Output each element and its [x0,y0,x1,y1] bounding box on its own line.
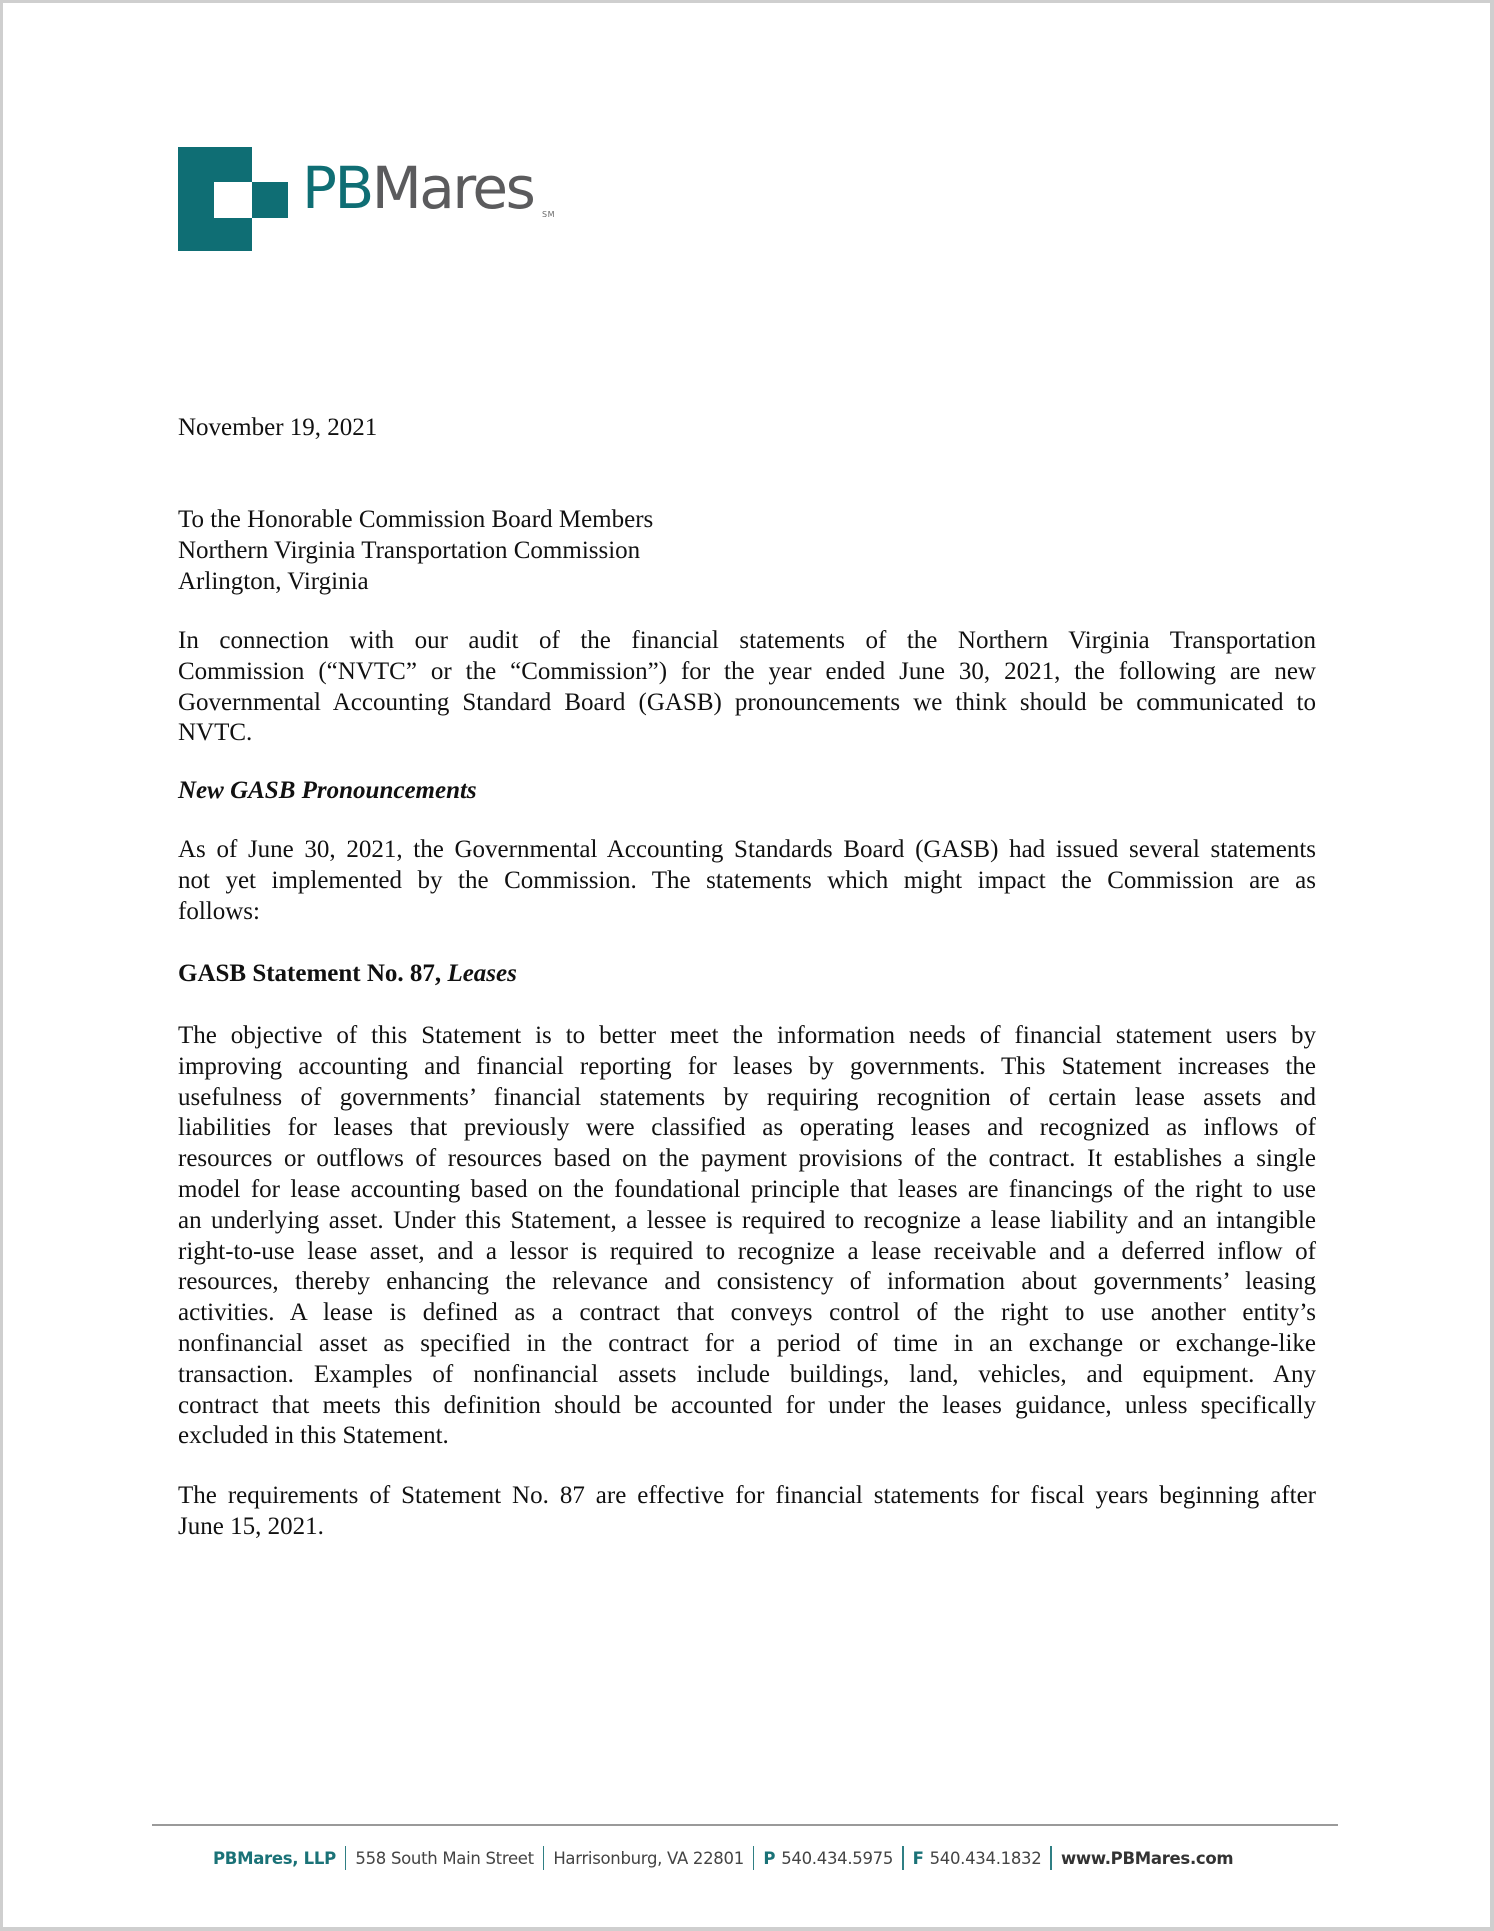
paragraph-line: contract that meets this definition should be accounted for under the leases guidance, unless specifically [178,1391,1316,1419]
footer-website-link[interactable]: www.PBMares.com [1060,1848,1234,1868]
paragraph-line: resources or outflows of resources based on the payment provisions of the contract. It establishes a single [178,1145,1316,1173]
recipient-line: Northern Virginia Transportation Commission [178,536,641,564]
service-mark: SM [542,210,555,219]
footer-address: 558 South Main Street [355,1848,534,1868]
paragraph-line: follows: [178,897,260,925]
paragraph-line: June 15, 2021. [178,1512,324,1540]
paragraph-line: As of June 30, 2021, the Governmental Accounting Standards Board (GASB) had issued several statements [178,836,1316,863]
statement-body-paragraph [178,1021,1316,1452]
paragraph-line: The objective of this Statement is to better meet the information needs of financial statement users by [178,1022,1316,1049]
effective-date-paragraph [178,1481,1316,1543]
footer-separator [1050,1846,1052,1870]
paragraph-line: In connection with our audit of the financial statements of the Northern Virginia Transportation [178,627,1316,654]
paragraph-line: nonfinancial asset as specified in the contract for a period of time in an exchange or exchange-like [178,1329,1316,1357]
footer-phone: 540.434.5975 [781,1848,894,1868]
logo-wordmark [302,154,534,222]
recipient-line: Arlington, Virginia [178,567,369,595]
paragraph-line: usefulness of governments’ financial statements by requiring recognition of certain lease assets and [178,1083,1316,1111]
paragraph-line: an underlying asset. Under this Statement, a lessee is required to recognize a lease liability and an intangible [178,1206,1316,1234]
paragraph-line: activities. A lease is defined as a contract that conveys control of the right to use another entity’s [178,1299,1316,1327]
footer-separator [345,1846,347,1870]
footer-divider [152,1824,1338,1826]
paragraph-line: model for lease accounting based on the foundational principle that leases are financings of the right to use [178,1175,1316,1203]
paragraph-line: liabilities for leases that previously were classified as operating leases and recognized as inflows of [178,1114,1316,1142]
logo-suffix: Mares [371,154,534,222]
recipient-address [178,505,1316,597]
phone-label-icon: P [763,1848,776,1868]
footer-contact-bar [213,1846,1233,1870]
section-heading [178,776,1316,807]
footer-city: Harrisonburg, VA 22801 [553,1848,744,1868]
footer-separator [543,1846,545,1870]
paragraph-line: right-to-use lease asset, and a lessor is required to recognize a lease receivable and a deferred inflow of [178,1237,1316,1265]
paragraph-line: excluded in this Statement. [178,1422,449,1450]
paragraph-line: not yet implemented by the Commission. The statements which might impact the Commission are as [178,866,1316,894]
recipient-line: To the Honorable Commission Board Members [178,506,654,533]
pbmares-logo [178,147,558,251]
logo-mark-icon [178,147,288,251]
paragraph-line: The requirements of Statement No. 87 are effective for financial statements for fiscal years beginning after [178,1482,1316,1509]
fax-label-icon: F [912,1848,924,1868]
statement-heading [178,959,1316,990]
intro-paragraph [178,626,1316,749]
logo-prefix: PB [302,154,372,222]
statement-heading-prefix: GASB Statement No. 87, [178,960,448,987]
date-text: November 19, 2021 [178,414,378,441]
paragraph-line: improving accounting and financial reporting for leases by governments. This Statement increases the [178,1052,1316,1080]
section-heading-text: New GASB Pronouncements [178,777,477,804]
footer-separator [753,1846,755,1870]
letter-date [178,413,1316,444]
footer-separator [902,1846,904,1870]
statement-heading-title: Leases [447,960,517,987]
paragraph-line: transaction. Examples of nonfinancial assets include buildings, land, vehicles, and equipment. Any [178,1360,1316,1388]
paragraph-line: Governmental Accounting Standard Board (GASB) pronouncements we think should be communicated to [178,688,1316,716]
paragraph-line: NVTC. [178,719,253,747]
paragraph-line: resources, thereby enhancing the relevance and consistency of information about governments’ leasing [178,1268,1316,1296]
paragraph-line: Commission (“NVTC” or the “Commission”) for the year ended June 30, 2021, the following are new [178,657,1316,685]
footer-firm-name: PBMares, LLP [213,1848,336,1868]
section-intro-paragraph [178,835,1316,927]
footer-fax: 540.434.1832 [929,1848,1042,1868]
